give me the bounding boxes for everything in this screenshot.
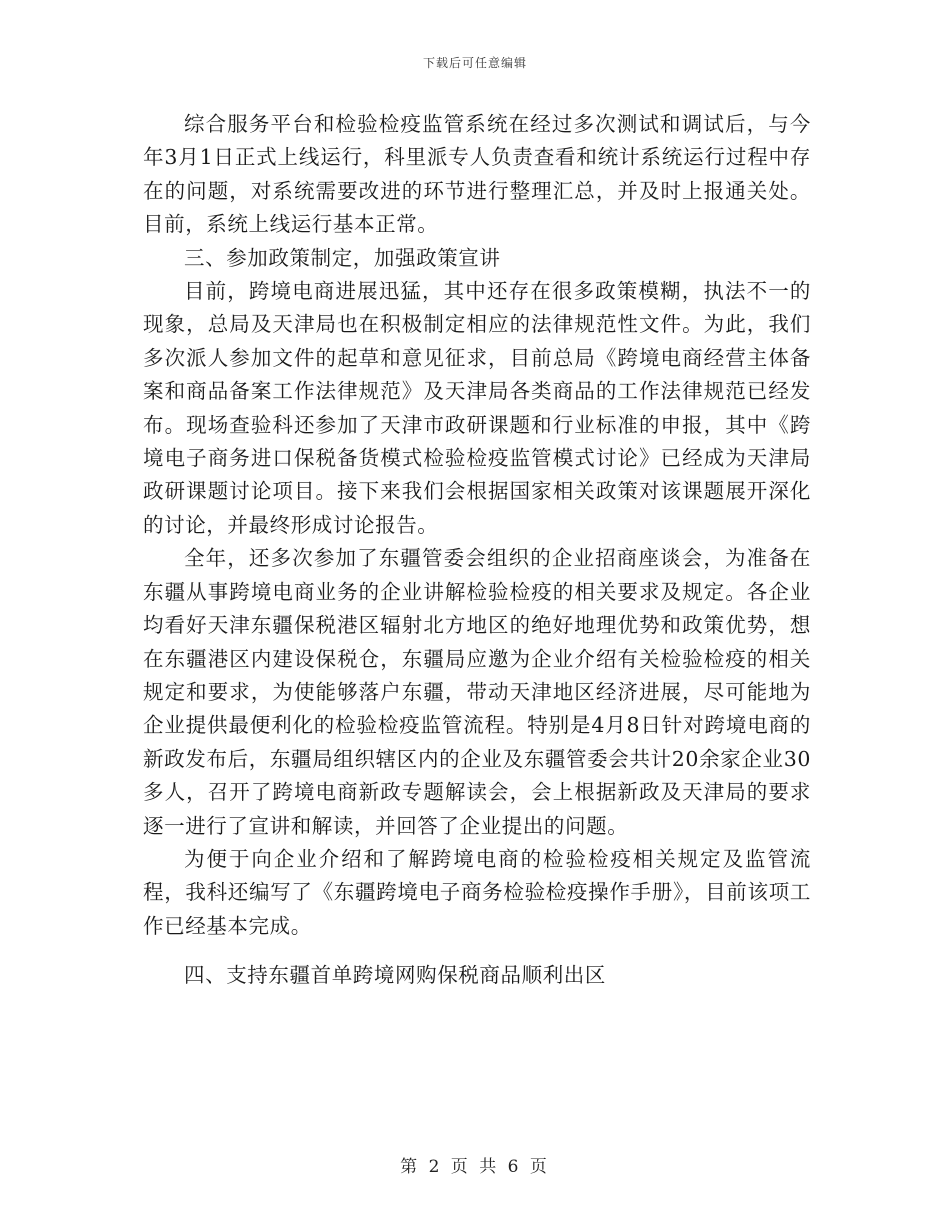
paragraph: 为便于向企业介绍和了解跨境电商的检验检疫相关规定及监管流程，我科还编写了《东疆跨境电子商务检验检疫操作手册》，目前该项工作已经基本完成。 xyxy=(143,846,811,938)
page-number-footer: 第 2 页 共 6 页 xyxy=(400,1157,550,1177)
document-body xyxy=(143,108,811,993)
header-note: 下载后可任意编辑 xyxy=(422,56,527,70)
paragraph: 目前，跨境电商进展迅猛，其中还存在很多政策模糊，执法不一的现象，总局及天津局也在积极制定相应的法律规范性文件。为此，我们多次派人参加文件的起草和意见征求，目前总局《跨境电商经营主体备案和商品备案工作法律规范》及天津局各类商品的工作法律规范已经发布。现场查验科还参加了天津市政研课题和行业标准的申报，其中《跨境电子商务进口保税备货模式检验检疫监管模式讨论》已经成为天津局政研课题讨论项目。接下来我们会根据国家相关政策对该课题展开深化的讨论，并最终形成讨论报告。 xyxy=(143,279,811,537)
section-heading: 三、参加政策制定，加强政策宣讲 xyxy=(184,245,501,270)
paragraph: 全年，还多次参加了东疆管委会组织的企业招商座谈会，为准备在东疆从事跨境电商业务的企业讲解检验检疫的相关要求及规定。各企业均看好天津东疆保税港区辐射北方地区的绝好地理优势和政策优势，想在东疆港区内建设保税仓，东疆局应邀为企业介绍有关检验检疫的相关规定和要求，为使能够落户东疆，带动天津地区经济进展，尽可能地为企业提供最便利化的检验检疫监管流程。特别是4月8日针对跨境电商的新政发布后，东疆局组织辖区内的企业及东疆管委会共计20余家企业30多人，召开了跨境电商新政专题解读会，会上根据新政及天津局的要求逐一进行了宣讲和解读，并回答了企业提出的问题。 xyxy=(143,546,811,838)
section-heading: 四、支持东疆首单跨境网购保税商品顺利出区 xyxy=(184,963,606,988)
paragraph: 综合服务平台和检验检疫监管系统在经过多次测试和调试后，与今年3月1日正式上线运行，科里派专人负责查看和统计系统运行过程中存在的问题，对系统需要改进的环节进行整理汇总，并及时上报通关处。目前，系统上线运行基本正常。 xyxy=(143,112,811,237)
